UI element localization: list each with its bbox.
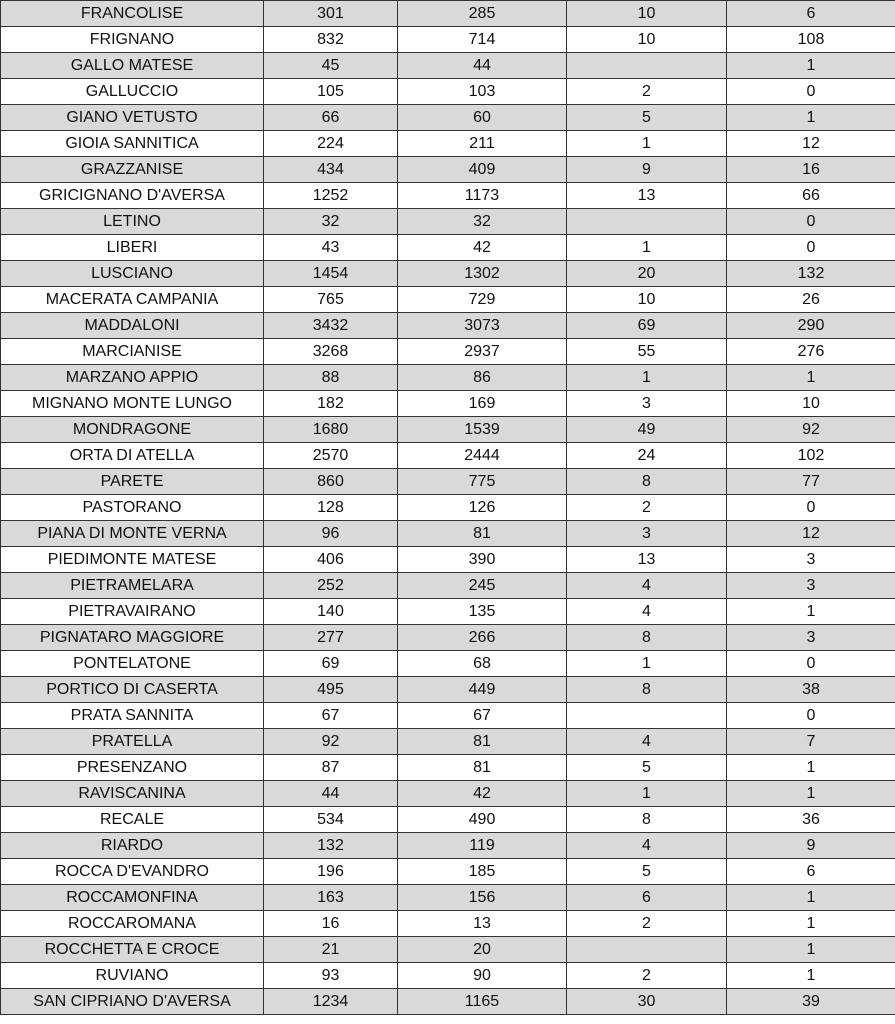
value-col-1-cell: 224 [264,131,398,157]
value-col-2-cell: 1165 [398,989,567,1015]
value-col-4-cell: 77 [727,469,895,495]
value-col-2-cell: 169 [398,391,567,417]
value-col-3-cell: 1 [567,131,727,157]
municipality-name-cell: ROCCAROMANA [1,911,264,937]
value-col-3-cell: 6 [567,885,727,911]
value-col-3-cell [567,937,727,963]
table-row [1,521,895,547]
table-body [1,1,895,1015]
value-col-1-cell: 67 [264,703,398,729]
value-col-2-cell: 449 [398,677,567,703]
value-col-2-cell: 211 [398,131,567,157]
value-col-3-cell: 4 [567,573,727,599]
municipality-name-cell: LIBERI [1,235,264,261]
value-col-2-cell: 81 [398,521,567,547]
value-col-4-cell: 0 [727,495,895,521]
municipality-name-cell: PIETRAVAIRANO [1,599,264,625]
value-col-3-cell: 2 [567,495,727,521]
value-col-2-cell: 390 [398,547,567,573]
municipality-name-cell: PONTELATONE [1,651,264,677]
value-col-3-cell: 5 [567,105,727,131]
table-row [1,105,895,131]
municipality-name-cell: RUVIANO [1,963,264,989]
table-row [1,911,895,937]
value-col-1-cell: 21 [264,937,398,963]
table-row [1,599,895,625]
value-col-4-cell: 1 [727,963,895,989]
value-col-4-cell: 290 [727,313,895,339]
value-col-3-cell: 20 [567,261,727,287]
value-col-3-cell: 4 [567,599,727,625]
value-col-2-cell: 42 [398,781,567,807]
value-col-1-cell: 87 [264,755,398,781]
municipality-name-cell: RAVISCANINA [1,781,264,807]
table-row [1,53,895,79]
value-col-4-cell: 276 [727,339,895,365]
value-col-1-cell: 495 [264,677,398,703]
value-col-2-cell: 126 [398,495,567,521]
value-col-2-cell: 103 [398,79,567,105]
value-col-4-cell: 0 [727,209,895,235]
value-col-3-cell [567,209,727,235]
value-col-2-cell: 409 [398,157,567,183]
municipality-name-cell: GRAZZANISE [1,157,264,183]
table-row [1,677,895,703]
municipality-name-cell: ROCCHETTA E CROCE [1,937,264,963]
value-col-1-cell: 88 [264,365,398,391]
table-row [1,365,895,391]
value-col-4-cell: 66 [727,183,895,209]
value-col-4-cell: 3 [727,573,895,599]
table-row [1,755,895,781]
value-col-4-cell: 12 [727,131,895,157]
value-col-4-cell: 1 [727,937,895,963]
value-col-3-cell [567,703,727,729]
table-row [1,573,895,599]
value-col-2-cell: 44 [398,53,567,79]
value-col-3-cell: 10 [567,287,727,313]
municipality-name-cell: PIGNATARO MAGGIORE [1,625,264,651]
value-col-3-cell: 1 [567,365,727,391]
value-col-4-cell: 0 [727,651,895,677]
value-col-3-cell: 13 [567,547,727,573]
value-col-2-cell: 135 [398,599,567,625]
table-row [1,391,895,417]
value-col-1-cell: 3432 [264,313,398,339]
table-row [1,807,895,833]
value-col-3-cell: 24 [567,443,727,469]
municipality-name-cell: MONDRAGONE [1,417,264,443]
value-col-3-cell: 2 [567,963,727,989]
value-col-2-cell: 285 [398,1,567,27]
value-col-2-cell: 2937 [398,339,567,365]
table-row [1,209,895,235]
value-col-3-cell: 2 [567,911,727,937]
table-row [1,27,895,53]
value-col-1-cell: 93 [264,963,398,989]
value-col-1-cell: 132 [264,833,398,859]
municipality-name-cell: ROCCA D'EVANDRO [1,859,264,885]
value-col-3-cell: 3 [567,391,727,417]
value-col-4-cell: 0 [727,703,895,729]
value-col-3-cell: 2 [567,79,727,105]
value-col-1-cell: 44 [264,781,398,807]
value-col-2-cell: 245 [398,573,567,599]
municipality-name-cell: PIETRAMELARA [1,573,264,599]
value-col-1-cell: 2570 [264,443,398,469]
value-col-2-cell: 86 [398,365,567,391]
value-col-1-cell: 163 [264,885,398,911]
municipality-name-cell: PIEDIMONTE MATESE [1,547,264,573]
value-col-3-cell: 10 [567,1,727,27]
municipality-name-cell: LUSCIANO [1,261,264,287]
value-col-2-cell: 20 [398,937,567,963]
value-col-4-cell: 1 [727,781,895,807]
value-col-1-cell: 252 [264,573,398,599]
value-col-2-cell: 60 [398,105,567,131]
table-row [1,859,895,885]
value-col-4-cell: 1 [727,755,895,781]
table-row [1,703,895,729]
municipality-name-cell: LETINO [1,209,264,235]
value-col-3-cell: 1 [567,781,727,807]
municipality-name-cell: PARETE [1,469,264,495]
municipality-name-cell: GIOIA SANNITICA [1,131,264,157]
value-col-3-cell: 1 [567,651,727,677]
value-col-2-cell: 1173 [398,183,567,209]
value-col-2-cell: 67 [398,703,567,729]
value-col-1-cell: 92 [264,729,398,755]
value-col-4-cell: 9 [727,833,895,859]
value-col-2-cell: 3073 [398,313,567,339]
value-col-4-cell: 12 [727,521,895,547]
table-row [1,79,895,105]
table-row [1,313,895,339]
value-col-1-cell: 1680 [264,417,398,443]
value-col-1-cell: 105 [264,79,398,105]
value-col-3-cell: 5 [567,859,727,885]
value-col-1-cell: 32 [264,209,398,235]
value-col-1-cell: 140 [264,599,398,625]
municipality-name-cell: PRATELLA [1,729,264,755]
municipality-name-cell: PORTICO DI CASERTA [1,677,264,703]
municipality-name-cell: SAN CIPRIANO D'AVERSA [1,989,264,1015]
value-col-2-cell: 42 [398,235,567,261]
municipality-name-cell: GIANO VETUSTO [1,105,264,131]
municipality-name-cell: MACERATA CAMPANIA [1,287,264,313]
value-col-3-cell: 3 [567,521,727,547]
value-col-2-cell: 81 [398,729,567,755]
value-col-1-cell: 96 [264,521,398,547]
value-col-2-cell: 32 [398,209,567,235]
value-col-4-cell: 92 [727,417,895,443]
value-col-3-cell: 4 [567,729,727,755]
table-row [1,651,895,677]
value-col-1-cell: 1234 [264,989,398,1015]
value-col-4-cell: 0 [727,79,895,105]
value-col-3-cell: 9 [567,157,727,183]
table-row [1,157,895,183]
municipality-name-cell: PASTORANO [1,495,264,521]
value-col-4-cell: 26 [727,287,895,313]
value-col-4-cell: 102 [727,443,895,469]
value-col-2-cell: 119 [398,833,567,859]
value-col-1-cell: 832 [264,27,398,53]
value-col-4-cell: 39 [727,989,895,1015]
table-row [1,131,895,157]
value-col-2-cell: 81 [398,755,567,781]
table-row [1,1,895,27]
value-col-4-cell: 6 [727,859,895,885]
table-row [1,183,895,209]
table-row [1,469,895,495]
value-col-3-cell: 55 [567,339,727,365]
table-row [1,729,895,755]
table-row [1,833,895,859]
table-row [1,989,895,1015]
value-col-1-cell: 128 [264,495,398,521]
municipality-name-cell: PIANA DI MONTE VERNA [1,521,264,547]
value-col-2-cell: 90 [398,963,567,989]
value-col-2-cell: 13 [398,911,567,937]
value-col-3-cell: 8 [567,469,727,495]
table-row [1,885,895,911]
value-col-3-cell: 49 [567,417,727,443]
table-row [1,547,895,573]
value-col-2-cell: 2444 [398,443,567,469]
table-row [1,235,895,261]
table-row [1,261,895,287]
value-col-3-cell: 69 [567,313,727,339]
municipality-name-cell: ROCCAMONFINA [1,885,264,911]
municipality-name-cell: RIARDO [1,833,264,859]
value-col-1-cell: 196 [264,859,398,885]
value-col-1-cell: 66 [264,105,398,131]
value-col-1-cell: 434 [264,157,398,183]
municipality-name-cell: GALLO MATESE [1,53,264,79]
value-col-2-cell: 490 [398,807,567,833]
value-col-4-cell: 108 [727,27,895,53]
value-col-1-cell: 406 [264,547,398,573]
value-col-3-cell: 8 [567,677,727,703]
value-col-1-cell: 1252 [264,183,398,209]
value-col-4-cell: 3 [727,625,895,651]
table-row [1,625,895,651]
value-col-2-cell: 266 [398,625,567,651]
value-col-1-cell: 1454 [264,261,398,287]
value-col-3-cell: 30 [567,989,727,1015]
value-col-1-cell: 16 [264,911,398,937]
value-col-4-cell: 10 [727,391,895,417]
table-row [1,287,895,313]
value-col-4-cell: 1 [727,885,895,911]
value-col-1-cell: 3268 [264,339,398,365]
table-row [1,495,895,521]
value-col-1-cell: 182 [264,391,398,417]
table-row [1,963,895,989]
municipality-name-cell: ORTA DI ATELLA [1,443,264,469]
municipality-name-cell: RECALE [1,807,264,833]
value-col-4-cell: 0 [727,235,895,261]
value-col-3-cell: 13 [567,183,727,209]
value-col-4-cell: 132 [727,261,895,287]
value-col-2-cell: 1302 [398,261,567,287]
value-col-1-cell: 301 [264,1,398,27]
value-col-1-cell: 43 [264,235,398,261]
value-col-4-cell: 1 [727,105,895,131]
value-col-4-cell: 38 [727,677,895,703]
value-col-2-cell: 68 [398,651,567,677]
value-col-4-cell: 1 [727,53,895,79]
value-col-4-cell: 1 [727,365,895,391]
value-col-3-cell: 1 [567,235,727,261]
value-col-1-cell: 860 [264,469,398,495]
municipality-name-cell: MADDALONI [1,313,264,339]
table-row [1,937,895,963]
value-col-3-cell: 8 [567,625,727,651]
municipality-name-cell: FRIGNANO [1,27,264,53]
municipality-name-cell: GRICIGNANO D'AVERSA [1,183,264,209]
value-col-4-cell: 36 [727,807,895,833]
municipality-name-cell: PRATA SANNITA [1,703,264,729]
table-row [1,781,895,807]
value-col-3-cell: 10 [567,27,727,53]
value-col-2-cell: 775 [398,469,567,495]
value-col-3-cell: 8 [567,807,727,833]
value-col-1-cell: 534 [264,807,398,833]
value-col-2-cell: 729 [398,287,567,313]
municipality-name-cell: PRESENZANO [1,755,264,781]
value-col-4-cell: 1 [727,911,895,937]
value-col-4-cell: 6 [727,1,895,27]
value-col-4-cell: 16 [727,157,895,183]
value-col-2-cell: 1539 [398,417,567,443]
value-col-2-cell: 714 [398,27,567,53]
table-row [1,339,895,365]
municipality-name-cell: GALLUCCIO [1,79,264,105]
value-col-2-cell: 156 [398,885,567,911]
value-col-4-cell: 7 [727,729,895,755]
value-col-1-cell: 45 [264,53,398,79]
value-col-2-cell: 185 [398,859,567,885]
table-row [1,443,895,469]
value-col-1-cell: 277 [264,625,398,651]
municipality-name-cell: MARCIANISE [1,339,264,365]
value-col-4-cell: 1 [727,599,895,625]
value-col-4-cell: 3 [727,547,895,573]
value-col-3-cell: 4 [567,833,727,859]
value-col-1-cell: 69 [264,651,398,677]
table-row [1,417,895,443]
municipality-name-cell: MIGNANO MONTE LUNGO [1,391,264,417]
value-col-3-cell [567,53,727,79]
municipality-name-cell: FRANCOLISE [1,1,264,27]
municipality-name-cell: MARZANO APPIO [1,365,264,391]
value-col-3-cell: 5 [567,755,727,781]
value-col-1-cell: 765 [264,287,398,313]
